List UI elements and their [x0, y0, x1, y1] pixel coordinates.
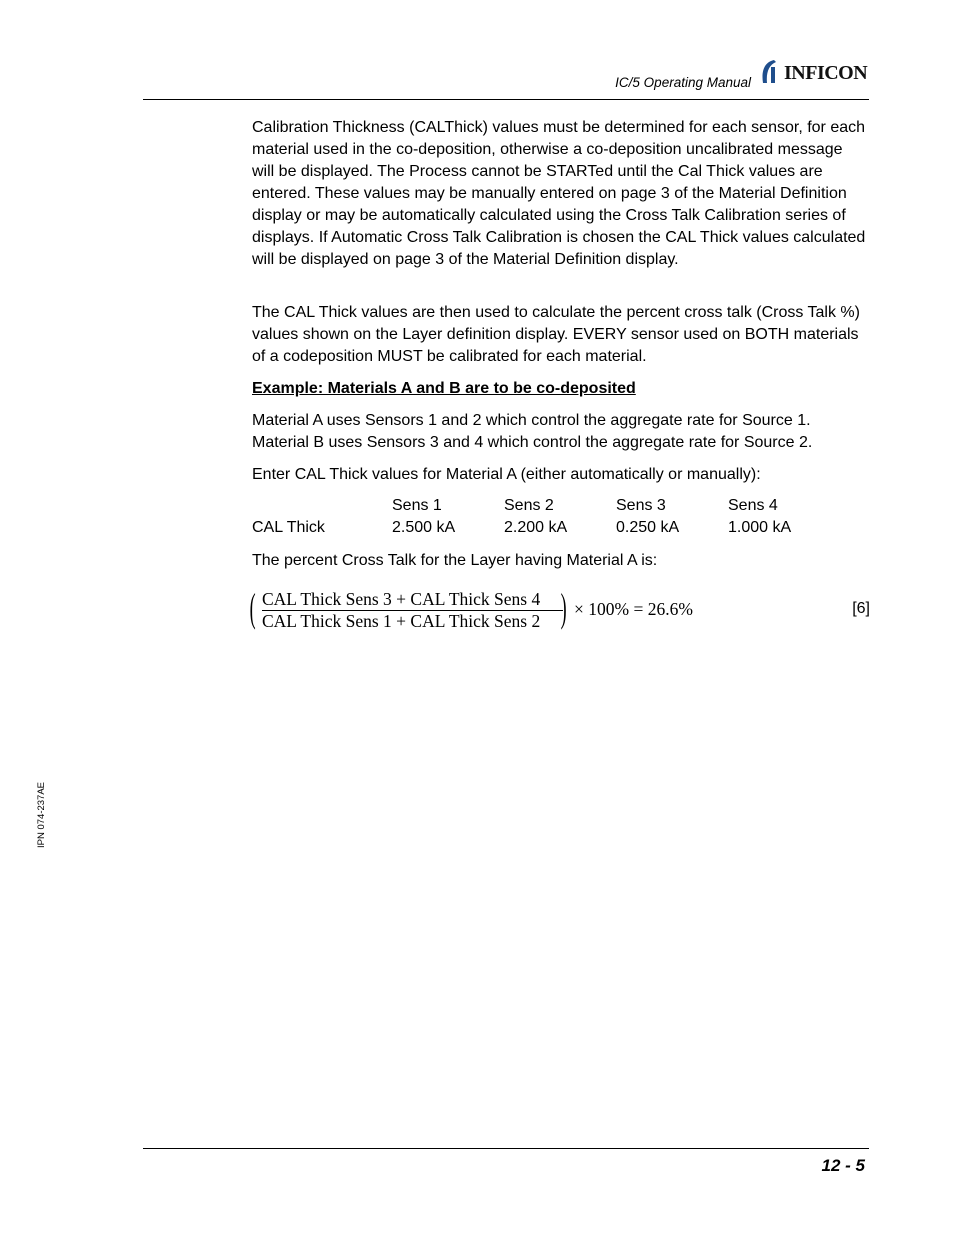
footer-rule: [143, 1148, 869, 1149]
cal-table-header-sens2: Sens 2: [504, 497, 554, 514]
paragraph-enter-calthick: Enter CAL Thick values for Material A (either automatically or manually):: [252, 466, 761, 483]
equation-close-paren: ): [560, 585, 567, 630]
cal-table-value-sens4: 1.000 kA: [728, 519, 792, 536]
cal-table-header-sens3: Sens 3: [616, 497, 666, 514]
equation-result: × 100% = 26.6%: [574, 599, 693, 619]
paragraph-material-sensors: Material A uses Sensors 1 and 2 which control the aggregate rate for Source 1. Material B uses Sensors 3 and 4 which control the aggregate rate for Source 2.: [252, 412, 813, 451]
paragraph-crosstalk-usage: The CAL Thick values are then used to calculate the percent cross talk (Cross Talk %) values shown on the Layer definition display. EVERY sensor used on BOTH materials of a codeposition MUST be calibrated for each material.: [252, 304, 860, 365]
manual-title: IC/5 Operating Manual: [615, 75, 751, 90]
cal-table-row-label: CAL Thick: [252, 519, 325, 536]
equation-denominator: CAL Thick Sens 1 + CAL Thick Sens 2: [262, 611, 541, 631]
equation-numerator: CAL Thick Sens 3 + CAL Thick Sens 4: [262, 589, 541, 609]
cal-table-header-sens1: Sens 1: [392, 497, 442, 514]
equation-open-paren: (: [249, 585, 256, 630]
equation-number: [6]: [852, 600, 870, 617]
cal-table-value-sens1: 2.500 kA: [392, 519, 456, 536]
cal-table-header-sens4: Sens 4: [728, 497, 778, 514]
cal-table-value-sens3: 0.250 kA: [616, 519, 680, 536]
paragraph-calthick-intro: Calibration Thickness (CALThick) values must be determined for each sensor, for each material used in the co-deposition, otherwise a co-deposition uncalibrated message will be displayed. The Process cannot be STARTed until the Cal Thick values are entered. These values may be manually entered on page 3 of the Material Definition display or may be automatically calculated using the Cross Talk Calibration series of displays. If Automatic Cross Talk Calibration is chosen the CAL Thick values calculated will be displayed on page 3 of the Material Definition display.: [252, 119, 866, 268]
header-rule: [143, 99, 869, 100]
example-heading: Example: Materials A and B are to be co-deposited: [252, 380, 636, 397]
inficon-logo: [760, 58, 867, 86]
side-document-id: IPN 074-237AE: [36, 781, 47, 848]
paragraph-percent-crosstalk: The percent Cross Talk for the Layer having Material A is:: [252, 552, 658, 569]
logo-wordmark: INFICON: [784, 61, 868, 84]
inficon-logo-mark-icon: [760, 59, 782, 85]
page-number: 12 - 5: [821, 1156, 865, 1175]
cal-table-value-sens2: 2.200 kA: [504, 519, 568, 536]
